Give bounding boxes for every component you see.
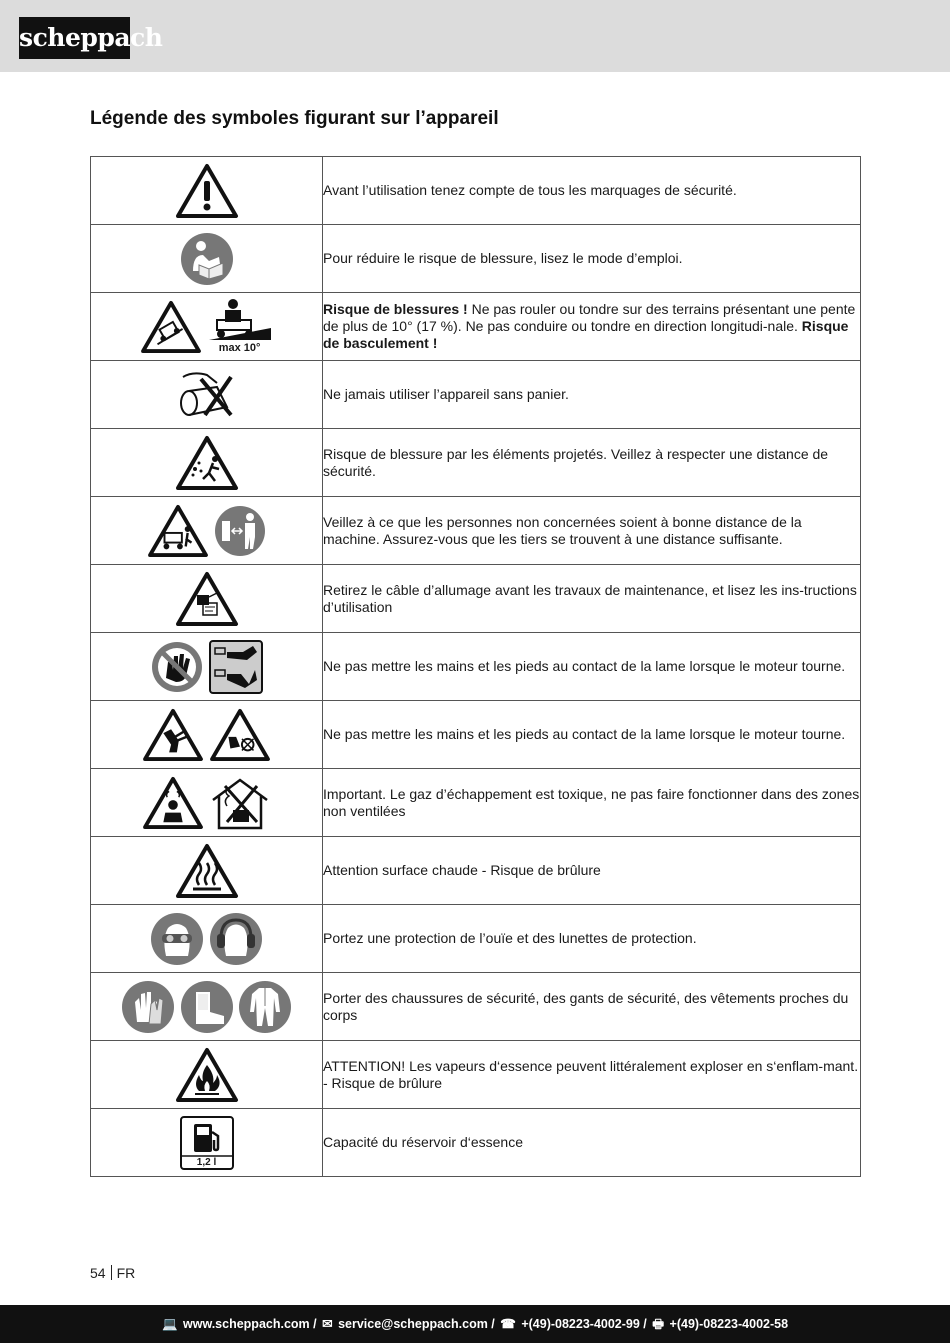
phone-icon: ☎ <box>500 1317 516 1331</box>
flammable-warning-icon <box>175 1047 239 1103</box>
table-row <box>91 701 861 769</box>
description-cell: Veillez à ce que les personnes non concernées soient à bonne distance de la machine. Assurez-vous que les tiers se trouvent à une distance suffisante. <box>323 497 861 565</box>
keep-distance-icon <box>214 505 266 557</box>
description-cell: Risque de blessure par les éléments projetés. Veillez à respecter une distance de sécurité. <box>323 429 861 497</box>
description-cell: Portez une protection de l’ouïe et des lunettes de protection. <box>323 905 861 973</box>
description-cell: Pour réduire le risque de blessure, lisez le mode d’emploi. <box>323 225 861 293</box>
description-cell: Attention surface chaude - Risque de brûlure <box>323 837 861 905</box>
no-indoor-use-icon <box>209 776 271 830</box>
description-cell: ATTENTION! Les vapeurs d‘essence peuvent littéralement exploser en s‘enflam-mant. - Risque de brûlure <box>323 1041 861 1109</box>
table-row <box>91 293 861 361</box>
no-basket-icon <box>177 369 237 421</box>
symbol-cell <box>91 497 323 565</box>
page-footer <box>90 1265 135 1281</box>
table-row <box>91 1109 861 1177</box>
table-row <box>91 973 861 1041</box>
header-band <box>0 0 950 72</box>
description-cell: Ne jamais utiliser l’appareil sans panier. <box>323 361 861 429</box>
gloves-icon <box>121 980 175 1034</box>
scheppach-logo[interactable]: scheppach <box>19 17 130 59</box>
slope-max-figure <box>207 298 273 356</box>
safety-boots-icon <box>180 980 234 1034</box>
description-cell: Ne pas mettre les mains et les pieds au contact de la lame lorsque le moteur tourne. <box>323 701 861 769</box>
fax-number[interactable]: +(49)-08223-4002-58 <box>669 1317 789 1331</box>
description-cell: Avant l’utilisation tenez compte de tous les marquages de sécurité. <box>323 157 861 225</box>
description-cell: Ne pas mettre les mains et les pieds au contact de la lame lorsque le moteur tourne. <box>323 633 861 701</box>
symbol-cell <box>91 1109 323 1177</box>
description-cell <box>323 293 861 361</box>
ear-protection-icon <box>209 912 263 966</box>
slope-max-label: max 10° <box>218 341 261 354</box>
fuel-tank-figure <box>180 1116 234 1170</box>
bold-warning-1: Risque de blessures ! <box>323 301 468 317</box>
table-row <box>91 225 861 293</box>
blade-hands-feet-icon <box>209 640 263 694</box>
table-row <box>91 157 861 225</box>
table-row <box>91 633 861 701</box>
symbol-cell <box>91 633 323 701</box>
hand-blade-warning-icon <box>142 708 204 762</box>
general-warning-icon <box>175 163 239 219</box>
bold-warning-2: Risque de basculement ! <box>323 318 849 351</box>
description-cell: Porter des chaussures de sécurité, des gants de sécurité, des vêtements proches du corps <box>323 973 861 1041</box>
fax-icon: 🖶 <box>652 1317 665 1331</box>
description-cell: Capacité du réservoir d‘essence <box>323 1109 861 1177</box>
symbol-cell <box>91 905 323 973</box>
email-link[interactable]: service@scheppach.com / <box>338 1317 495 1331</box>
symbol-cell <box>91 225 323 293</box>
table-row <box>91 497 861 565</box>
table-row <box>91 429 861 497</box>
page-number: 54 <box>90 1265 106 1281</box>
disconnect-spark-plug-icon <box>175 571 239 627</box>
computer-icon: 💻 <box>161 1317 178 1331</box>
phone-number[interactable]: +(49)-08223-4002-99 / <box>521 1317 647 1331</box>
footer-divider <box>111 1265 112 1280</box>
read-manual-icon <box>179 231 235 287</box>
slope-max-icon <box>207 298 273 342</box>
bystander-warning-icon <box>147 504 209 558</box>
table-row <box>91 905 861 973</box>
page-title: Légende des symboles figurant sur l’appareil <box>90 108 499 129</box>
symbol-cell <box>91 837 323 905</box>
table-row <box>91 837 861 905</box>
contact-bar <box>0 1305 950 1343</box>
toxic-gas-warning-icon <box>142 776 204 830</box>
language-code: FR <box>116 1265 136 1281</box>
description-text: Ne pas rouler ou tondre sur des terrains présentant une pente de plus de 10° (17 %). Ne pas conduire ou tondre en direction longitudi-nale. <box>323 301 856 334</box>
protective-clothing-icon <box>238 980 292 1034</box>
symbol-legend-table <box>90 156 861 1177</box>
symbol-cell <box>91 293 323 361</box>
symbol-cell <box>91 1041 323 1109</box>
no-hands-icon <box>150 640 204 694</box>
hot-surface-warning-icon <box>175 843 239 899</box>
thrown-objects-warning-icon <box>175 435 239 491</box>
eye-protection-icon <box>150 912 204 966</box>
symbol-cell <box>91 429 323 497</box>
symbol-cell <box>91 565 323 633</box>
description-cell: Retirez le câble d’allumage avant les travaux de maintenance, et lisez les ins-tructions d’utilisation <box>323 565 861 633</box>
fuel-tank-label: 1,2 l <box>196 1156 217 1168</box>
symbol-cell <box>91 973 323 1041</box>
table-row <box>91 361 861 429</box>
symbol-cell <box>91 361 323 429</box>
symbol-cell <box>91 701 323 769</box>
foot-blade-warning-icon <box>209 708 271 762</box>
table-row <box>91 1041 861 1109</box>
email-icon: ✉ <box>322 1317 333 1331</box>
table-row <box>91 565 861 633</box>
website-link[interactable]: www.scheppach.com / <box>183 1317 317 1331</box>
rollover-warning-icon <box>140 300 202 354</box>
table-row <box>91 769 861 837</box>
description-cell: Important. Le gaz d’échappement est toxique, ne pas faire fonctionner dans des zones non ventilées <box>323 769 861 837</box>
symbol-cell <box>91 769 323 837</box>
symbol-cell <box>91 157 323 225</box>
